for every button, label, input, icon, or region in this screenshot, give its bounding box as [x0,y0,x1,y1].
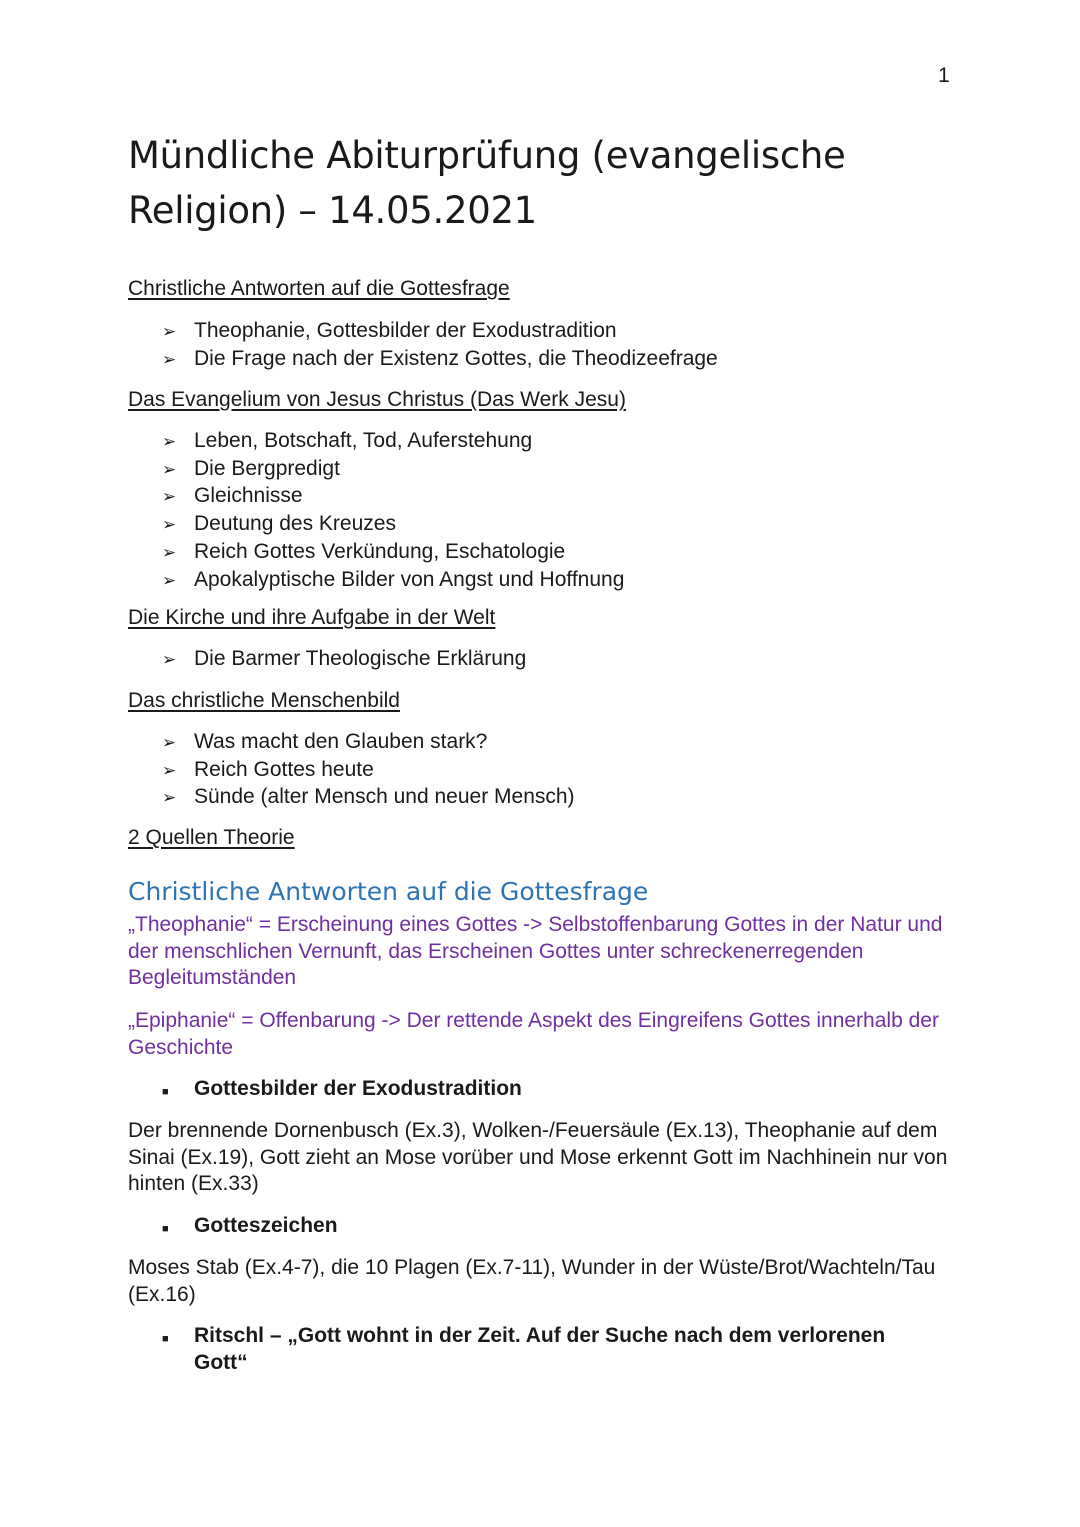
toc-heading-evangelium: Das Evangelium von Jesus Christus (Das Werk Jesu) [128,388,626,411]
arrow-bullet-icon: ➢ [162,542,177,562]
list-item: ➢ Deutung des Kreuzes [162,511,624,539]
arrow-bullet-icon: ➢ [162,760,177,780]
list-item: ➢ Was macht den Glauben stark? [162,729,575,757]
arrow-bullet-icon: ➢ [162,515,177,535]
toc-heading-quellen: 2 Quellen Theorie [128,826,295,849]
theophanie-definition: „Theophanie“ = Erscheinung eines Gottes -> Selbstoffenbarung Gottes in der Natur und der menschlichen Vernunft, das Erscheinen Gottes unter schreckenerregenden Begleitumständen [128,913,943,990]
arrow-bullet-icon: ➢ [162,733,177,752]
toc-list-evangelium [162,428,624,594]
toc-list-gottesfrage [162,318,718,373]
gotteszeichen-text: Moses Stab (Ex.4-7), die 10 Plagen (Ex.7-11), Wunder in der Wüste/Brot/Wachteln/Tau (Ex.16) [128,1256,936,1306]
arrow-bullet-icon: ➢ [162,570,177,590]
page-number: 1 [938,64,950,87]
epiphanie-definition: „Epiphanie“ = Offenbarung -> Der rettende Aspekt des Eingreifens Gottes innerhalb der Geschichte [128,1009,939,1059]
list-item: ➢ Apokalyptische Bilder von Angst und Hoffnung [162,567,624,595]
list-item: ➢ Reich Gottes heute [162,757,575,785]
list-item: ➢ Reich Gottes Verkündung, Eschatologie [162,539,624,567]
arrow-bullet-icon: ➢ [162,650,177,669]
list-item: ➢ Gleichnisse [162,483,624,511]
list-item: ➢ Die Frage nach der Existenz Gottes, die Theodizeefrage [162,346,718,374]
square-bullet-icon: ■ [162,1223,169,1235]
arrow-bullet-icon: ➢ [162,322,177,341]
list-item: ➢ Die Barmer Theologische Erklärung [162,646,526,674]
list-item: ➢ Die Bergpredigt [162,456,624,484]
toc-list-menschenbild [162,729,575,812]
sub-heading-ritschl: ■ Ritschl – „Gott wohnt in der Zeit. Auf der Suche nach dem verlorenen Gott“ [162,1324,886,1374]
toc-list-kirche [162,646,526,674]
page-title: Mündliche Abiturprüfung (evangelische Religion) – 14.05.2021 [128,134,846,232]
arrow-bullet-icon: ➢ [162,459,177,479]
list-item: ➢ Leben, Botschaft, Tod, Auferstehung [162,428,624,456]
square-bullet-icon: ■ [162,1086,169,1098]
list-item: ➢ Sünde (alter Mensch und neuer Mensch) [162,784,575,812]
toc-heading-menschenbild: Das christliche Menschenbild [128,689,400,712]
arrow-bullet-icon: ➢ [162,788,177,808]
sub-heading-exodustradition: ■ Gottesbilder der Exodustradition [162,1076,942,1106]
arrow-bullet-icon: ➢ [162,487,177,507]
toc-heading-gottesfrage: Christliche Antworten auf die Gottesfrage [128,277,510,300]
arrow-bullet-icon: ➢ [162,432,177,451]
arrow-bullet-icon: ➢ [162,349,177,369]
toc-heading-kirche: Die Kirche und ihre Aufgabe in der Welt [128,606,496,629]
exodustradition-text: Der brennende Dornenbusch (Ex.3), Wolken-/Feuersäule (Ex.13), Theophanie auf dem Sinai (Ex.19), Gott zieht an Mose vorüber und Mose erkennt Gott im Nachhinein nur von hinten (Ex.33) [128,1119,948,1196]
square-bullet-icon: ■ [162,1333,169,1345]
list-item: ➢ Theophanie, Gottesbilder der Exodustradition [162,318,718,346]
sub-heading-gotteszeichen: ■ Gotteszeichen [162,1213,942,1243]
section-heading: Christliche Antworten auf die Gottesfrage [128,877,649,906]
